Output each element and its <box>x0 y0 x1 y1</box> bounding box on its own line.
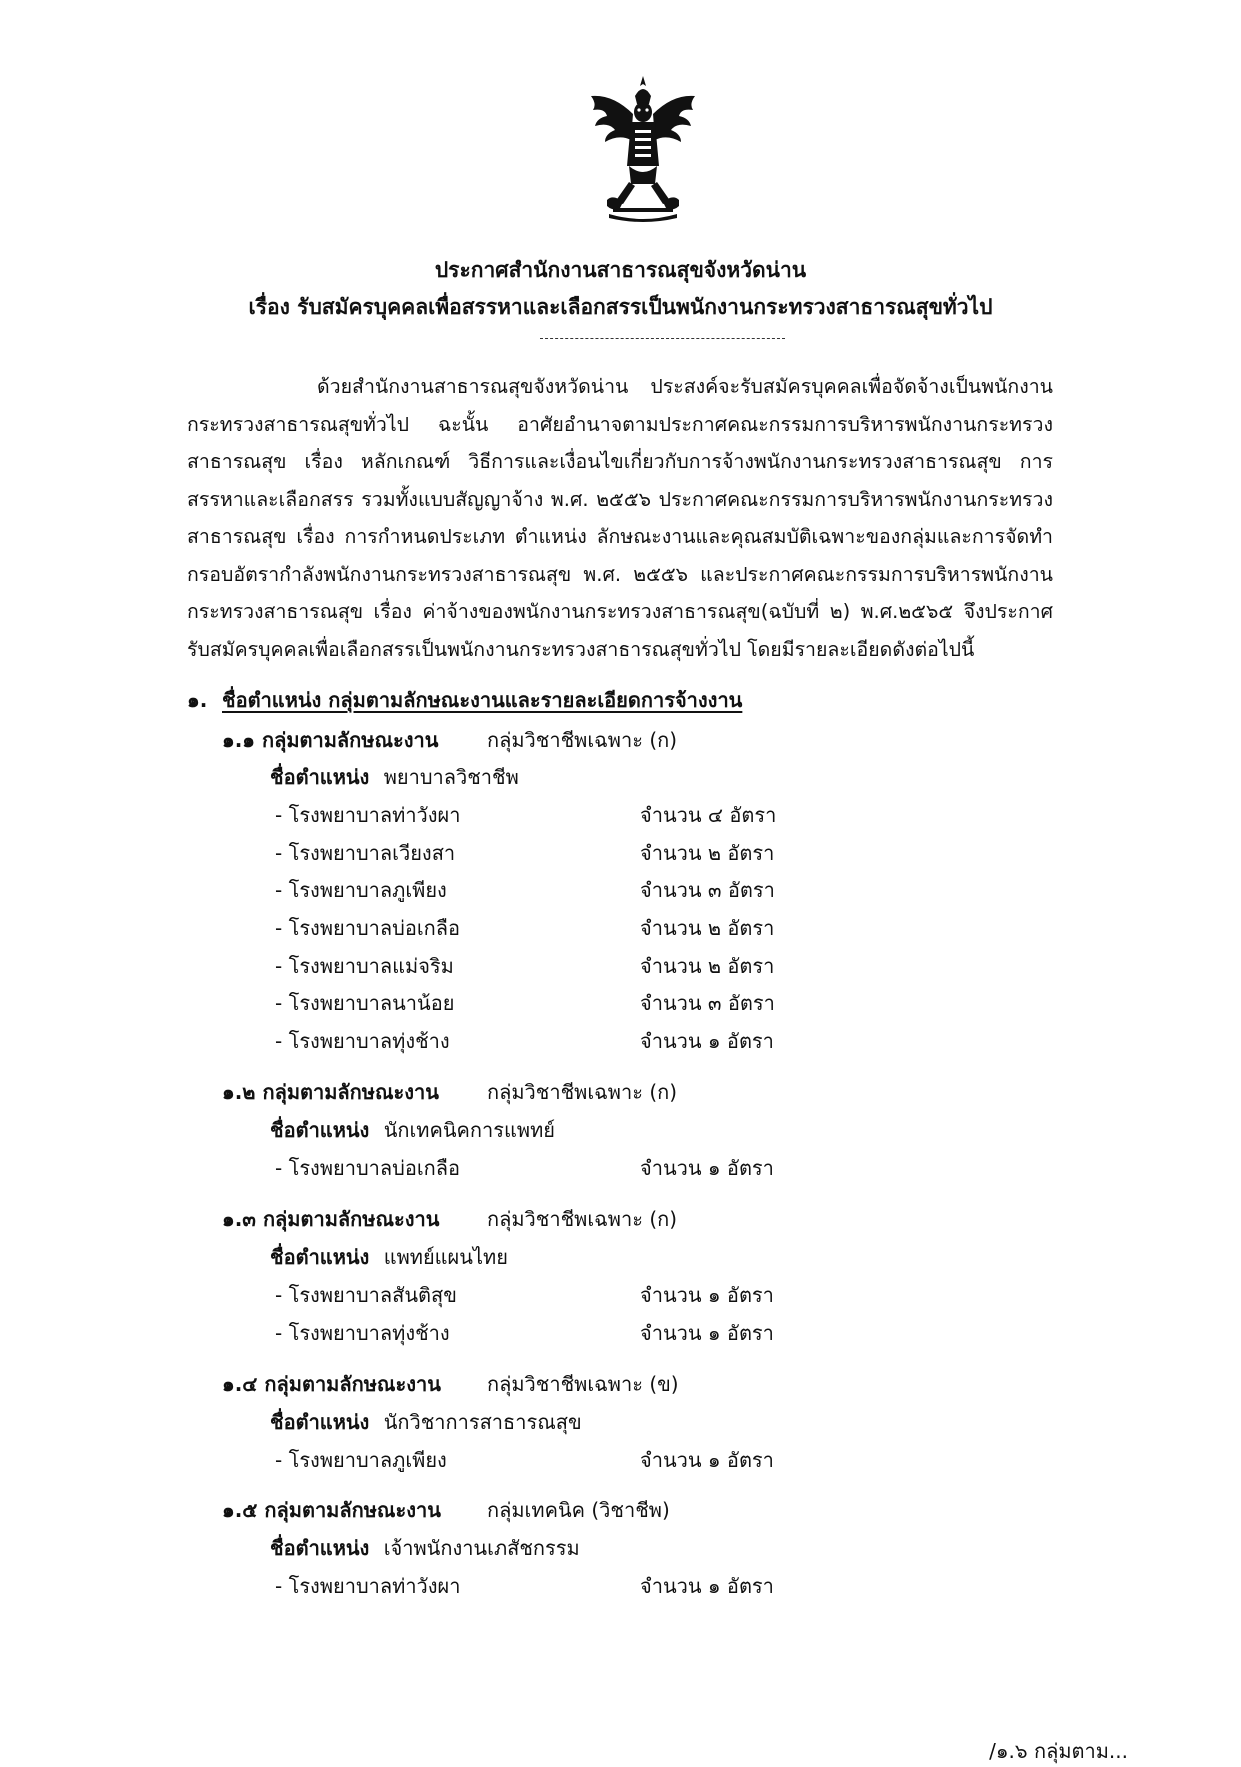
position-label: ชื่อตำแหน่ง <box>270 1536 370 1560</box>
hospital-item: - โรงพยาบาลทุ่งช้าง <box>275 1321 450 1345</box>
hospital-item: - โรงพยาบาลบ่อเกลือ <box>275 916 461 940</box>
group-value: กลุ่มวิชาชีพเฉพาะ (ก) <box>487 1080 678 1104</box>
title-divider <box>540 338 785 339</box>
group-value: กลุ่มวิชาชีพเฉพาะ (ก) <box>487 1207 678 1231</box>
group-value: กลุ่มวิชาชีพเฉพาะ (ข) <box>487 1372 679 1396</box>
quota-amount: จำนวน ๒ อัตรา <box>640 954 775 978</box>
hospital-item: - โรงพยาบาลท่าวังผา <box>275 1574 461 1598</box>
position-value: เจ้าพนักงานเภสัชกรรม <box>383 1536 580 1560</box>
quota-amount: จำนวน ๑ อัตรา <box>640 1156 774 1180</box>
hospital-item: - โรงพยาบาลนาน้อย <box>275 991 455 1015</box>
group-label: กลุ่มตามลักษณะงาน <box>264 1372 441 1396</box>
position-label: ชื่อตำแหน่ง <box>270 765 370 789</box>
quota-amount: จำนวน ๑ อัตรา <box>640 1448 774 1472</box>
page-continuation: /๑.๖ กลุ่มตาม... <box>989 1739 1128 1763</box>
quota-amount: จำนวน ๒ อัตรา <box>640 841 775 865</box>
quota-amount: จำนวน ๑ อัตรา <box>640 1029 774 1053</box>
hospital-item: - โรงพยาบาลสันติสุข <box>275 1283 457 1307</box>
quota-amount: จำนวน ๑ อัตรา <box>640 1283 774 1307</box>
intro-paragraph: ด้วยสำนักงานสาธารณสุขจังหวัดน่าน ประสงค์จะรับสมัครบุคคลเพื่อจัดจ้างเป็นพนักงานกระทรวงสาธารณสุขทั่วไป ฉะนั้น อาศัยอำนาจตามประกาศคณะกรรมการบริหารพนักงานกระทรวงสาธารณสุข เรื่อง หลักเกณฑ์ วิธีการและเงื่อนไขเกี่ยวกับการจ้างพนักงานกระทรวงสาธารณสุข การสรรหาและเลือกสรร รวมทั้งแบบสัญญาจ้าง พ.ศ. ๒๕๕๖ ประกาศคณะกรรมการบริหารพนักงานกระทรวงสาธารณสุข เรื่อง การกำหนดประเภท ตำแหน่ง ลักษณะงานและคุณสมบัติเฉพาะของกลุ่มและการจัดทำกรอบอัตรากำลังพนักงานกระทรวงสาธารณสุข พ.ศ. ๒๕๕๖ และประกาศคณะกรรมการบริหารพนักงานกระทรวงสาธารณสุข เรื่อง ค่าจ้างของพนักงานกระทรวงสาธารณสุข(ฉบับที่ ๒) พ.ศ.๒๕๖๕ จึงประกาศรับสมัครบุคคลเพื่อเลือกสรรเป็นพนักงานกระทรวงสาธารณสุขทั่วไป โดยมีรายละเอียดดังต่อไปนี้ <box>187 375 1053 661</box>
group-label: กลุ่มตามลักษณะงาน <box>264 1498 441 1522</box>
position-value: พยาบาลวิชาชีพ <box>383 765 519 789</box>
hospital-item: - โรงพยาบาลท่าวังผา <box>275 803 461 827</box>
position-value: แพทย์แผนไทย <box>383 1245 508 1269</box>
group-value: กลุ่มเทคนิค (วิชาชีพ) <box>487 1498 670 1522</box>
group-label: กลุ่มตามลักษณะงาน <box>262 1207 440 1231</box>
hospital-item: - โรงพยาบาลบ่อเกลือ <box>275 1156 461 1180</box>
hospital-item: - โรงพยาบาลทุ่งช้าง <box>275 1029 450 1053</box>
quota-amount: จำนวน ๒ อัตรา <box>640 916 775 940</box>
group-number: ๑.๑ <box>222 728 255 752</box>
position-label: ชื่อตำแหน่ง <box>270 1118 370 1142</box>
hospital-item: - โรงพยาบาลภูเพียง <box>275 1448 447 1472</box>
quota-amount: จำนวน ๓ อัตรา <box>640 991 775 1015</box>
announcement-title: ประกาศสำนักงานสาธารณสุขจังหวัดน่าน <box>434 258 807 282</box>
quota-amount: จำนวน ๑ อัตรา <box>640 1574 774 1598</box>
quota-amount: จำนวน ๑ อัตรา <box>640 1321 774 1345</box>
announcement-subject: เรื่อง รับสมัครบุคคลเพื่อสรรหาและเลือกสรรเป็นพนักงานกระทรวงสาธารณสุขทั่วไป <box>248 295 993 319</box>
quota-amount: จำนวน ๔ อัตรา <box>640 803 777 827</box>
hospital-item: - โรงพยาบาลเวียงสา <box>275 841 456 865</box>
group-label: กลุ่มตามลักษณะงาน <box>262 1080 439 1104</box>
group-number: ๑.๒ <box>222 1080 256 1104</box>
position-label: ชื่อตำแหน่ง <box>270 1245 370 1269</box>
hospital-item: - โรงพยาบาลแม่จริม <box>275 954 454 978</box>
position-value: นักเทคนิคการแพทย์ <box>383 1118 555 1142</box>
garuda-emblem-icon <box>583 74 703 224</box>
quota-amount: จำนวน ๓ อัตรา <box>640 878 775 902</box>
group-number: ๑.๕ <box>222 1498 258 1522</box>
group-number: ๑.๓ <box>222 1207 256 1231</box>
group-number: ๑.๔ <box>222 1372 258 1396</box>
group-label: กลุ่มตามลักษณะงาน <box>261 728 439 752</box>
group-value: กลุ่มวิชาชีพเฉพาะ (ก) <box>487 728 678 752</box>
hospital-item: - โรงพยาบาลภูเพียง <box>275 878 447 902</box>
section-1-number: ๑. <box>187 688 208 712</box>
section-1-title: ชื่อตำแหน่ง กลุ่มตามลักษณะงานและรายละเอียดการจ้างงาน <box>222 688 743 712</box>
position-value: นักวิชาการสาธารณสุข <box>383 1410 582 1434</box>
position-label: ชื่อตำแหน่ง <box>270 1410 370 1434</box>
